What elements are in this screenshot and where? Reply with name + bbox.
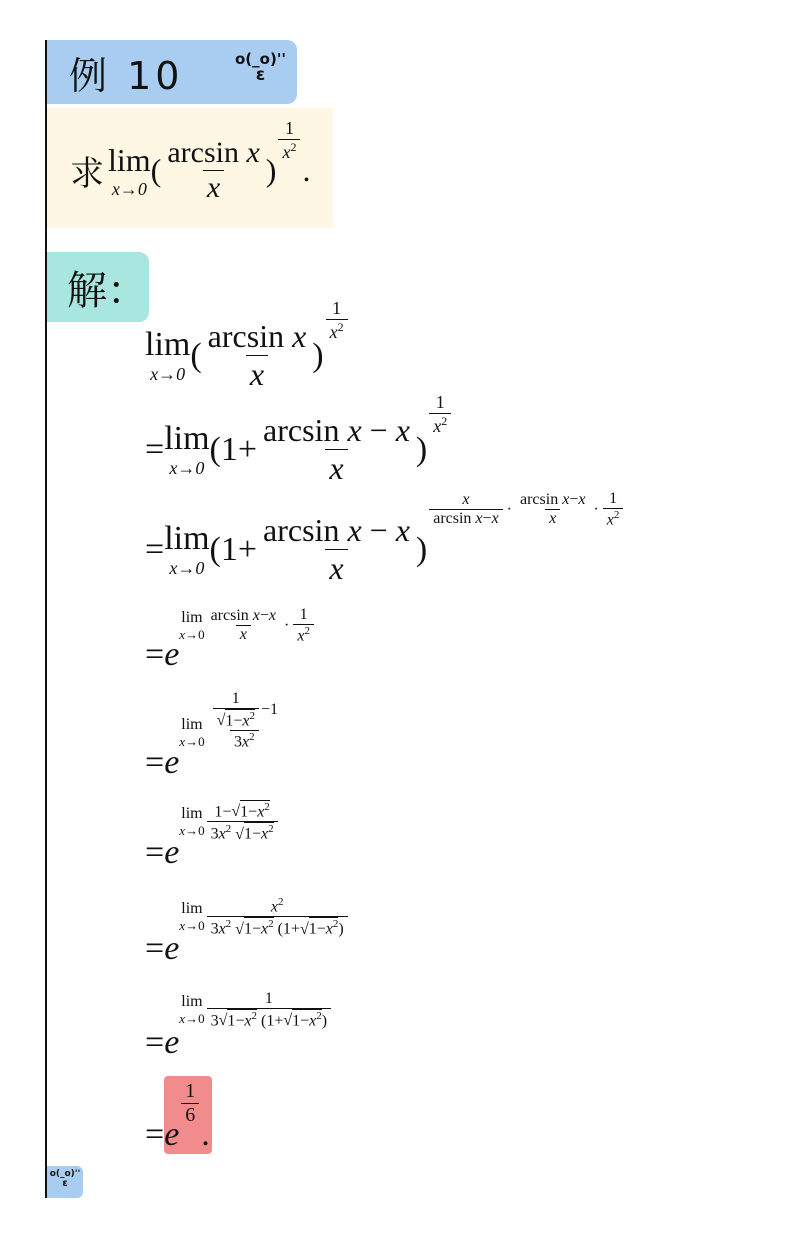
- step-2: = lim x→0 (1+ $\frac{\text{arcsin x − x}}{x}$ ) $\frac{1}{x^2}$: [145, 412, 453, 487]
- step-6: = e lim x→0 $\frac{1-√ 1-x^2}{3x^2 √ 1-x^2}$: [145, 800, 280, 872]
- step-7: = e lim x→0 $\frac{x^2}{3x^2 √ 1-x^2 (1+√ 1-x^2)}$: [145, 896, 350, 968]
- step-1: lim x→0 ( $\frac{\text{arcsin x}}{x}$ ) $\frac{1}{x^2}$: [145, 318, 350, 393]
- problem-lim: lim x→0: [108, 141, 151, 199]
- example-tag: [47, 40, 297, 104]
- small-cartoon-face-icon: o(_o)'' ε: [49, 1169, 81, 1189]
- footer-face-tag: [47, 1166, 83, 1198]
- step-8: = e lim x→0 $\frac{1}{3√ 1-x^2 (1+√ 1-x^2)}$: [145, 990, 333, 1062]
- solution-tag: 解：: [47, 252, 149, 322]
- step-5: = e lim x→0 1 √ $1-x^2$ −1 $3x^2$: [145, 690, 284, 782]
- cartoon-face-icon: o(_o)'' ε: [235, 50, 287, 85]
- step-3: = lim x→0 (1+ $\frac{\text{arcsin x − x}}{x}$ ) $\frac{x}{\text{arcsin x−x}}$ · $\frac{\text{arcsin x−x}}{x}$ · $\frac{1}{x^2}$: [145, 512, 625, 587]
- problem-statement: 求 lim x→0 ( $\frac{\text{arcsin x}}{x}$ ) $\frac{1}{x^2}$ .: [70, 118, 311, 204]
- example-title: 例 10: [69, 53, 184, 98]
- step-4: = e lim x→0 $\frac{\text{arcsin x−x}}{x}$ · $\frac{1}{x^2}$: [145, 606, 316, 674]
- step-final: = e $\frac{1}{6}$ .: [145, 1080, 210, 1153]
